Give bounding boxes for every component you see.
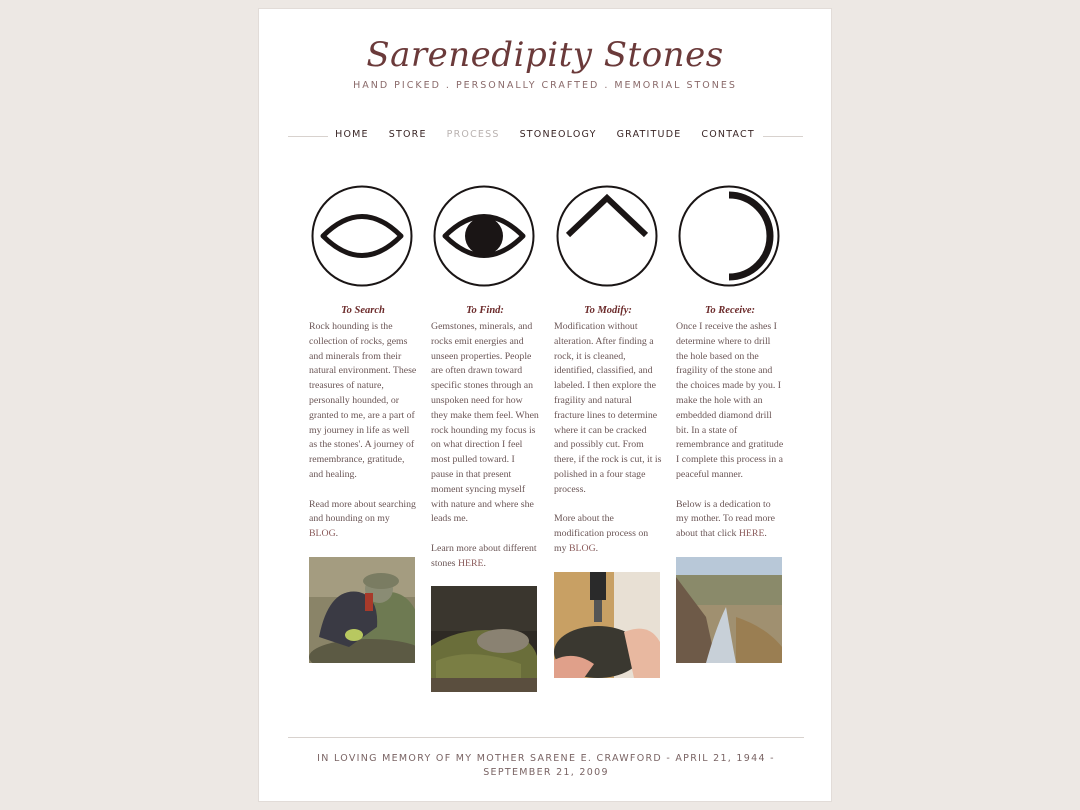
column-modify xyxy=(554,185,662,678)
eye-outline-icon xyxy=(311,185,413,287)
nav-process[interactable]: PROCESS xyxy=(446,129,500,140)
column-find xyxy=(431,185,539,692)
landscape-ashes-photo xyxy=(676,557,782,663)
column-paragraph: Once I receive the ashes I determine where to drill the hole based on the fragility of the stone and the choices made by you. I make the hole with an embedded diamond drill bit. In a state of remembrance and gratitude I complete this process in a peaceful manner. xyxy=(676,321,784,480)
rock-hounding-photo xyxy=(309,557,415,663)
column-paragraph: Gemstones, minerals, and rocks emit energies and unseen properties. People are often drawn toward specific stones through an unspoken need for how they make them feel. When rock hounding my focus is on what direction I feel most pulled toward. I pause in that present moment syncing myself with nature and where she leads me. xyxy=(431,321,539,525)
footer-divider xyxy=(288,737,804,738)
column-paragraph: Modification without alteration. After finding a rock, it is cleaned, identified, classified, and labeled. I then explore the fragility and natural fracture lines to determine where it can be cracked and possibly cut. From there, if the rock is cut, it is polished in a four stage process. xyxy=(554,321,662,495)
nav-store[interactable]: STORE xyxy=(388,129,427,140)
read-more: Read more about searching and hounding on my BLOG. xyxy=(309,498,416,540)
stones-link[interactable]: HERE xyxy=(457,557,484,569)
read-more: More about the modification process on my BLOG. xyxy=(554,513,649,554)
site-title[interactable]: Sarenedipity Stones xyxy=(366,35,724,75)
read-more: Below is a dedication to my mother. To read more about that click HERE. xyxy=(676,498,775,540)
nav-stoneology[interactable]: STONEOLOGY xyxy=(519,129,597,140)
nav-contact[interactable]: CONTACT xyxy=(701,129,755,140)
column-heading: To Modify: xyxy=(584,305,632,316)
column-heading: To Receive: xyxy=(704,305,756,316)
column-heading: To Search xyxy=(341,305,385,316)
column-paragraph: Rock hounding is the collection of rocks, gems and minerals from their natural environment. These treasures of nature, personally hounded, or granted to me, are a part of my journey in life as well as the stones'. A journey of remembrance, gratitude, and healing. xyxy=(309,321,417,480)
dedication-link[interactable]: HERE xyxy=(738,528,765,540)
blog-link[interactable]: BLOG xyxy=(568,542,596,554)
column-text xyxy=(676,320,784,542)
column-text xyxy=(554,320,662,557)
crescent-arc-icon xyxy=(678,185,780,287)
column-text xyxy=(431,320,539,572)
footer-dedication: IN LOVING MEMORY OF MY MOTHER SARENE E. CRAWFORD - APRIL 21, 1944 - SEPTEMBER 21, 2009 xyxy=(317,753,775,778)
column-receive xyxy=(676,185,784,663)
site-tagline: HAND PICKED . PERSONALLY CRAFTED . MEMORIAL STONES xyxy=(353,80,737,91)
column-text xyxy=(309,320,417,542)
nav-home[interactable]: HOME xyxy=(335,129,369,140)
column-heading: To Find: xyxy=(466,305,504,316)
chevron-up-icon xyxy=(556,185,658,287)
main-nav xyxy=(259,129,831,140)
nav-gratitude[interactable]: GRATITUDE xyxy=(616,129,682,140)
stone-in-glove-photo xyxy=(431,586,537,692)
drilling-stone-photo xyxy=(554,572,660,678)
page-card xyxy=(258,8,832,802)
blog-link[interactable]: BLOG xyxy=(309,528,336,540)
column-search xyxy=(309,185,417,663)
read-more: Learn more about different stones HERE. xyxy=(431,542,537,569)
eye-pupil-icon xyxy=(433,185,535,287)
